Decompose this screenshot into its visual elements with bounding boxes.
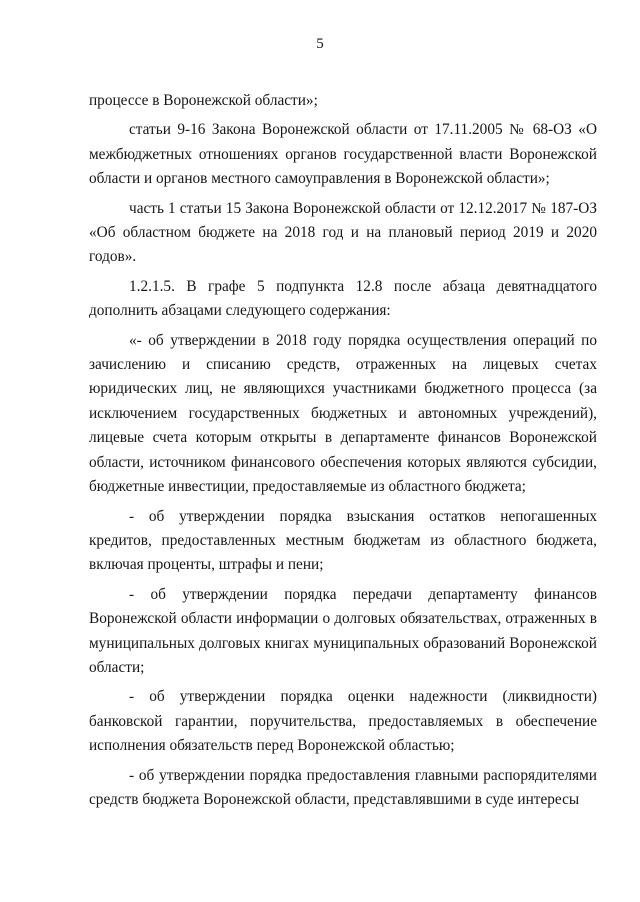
paragraph-budget-law: часть 1 статьи 15 Закона Воронежской области от 12.12.2017 № 187-ОЗ «Об областном бюджете на 2018 год и на плановый период 2019 и 2020 годов». bbox=[89, 199, 597, 266]
paragraph-list-item: - об утверждении порядка взыскания остатков непогашенных кредитов, предоставленных местным бюджетам из областного бюджета, включая проценты, штрафы и пени; bbox=[89, 507, 597, 574]
paragraph-law-articles: статьи 9-16 Закона Воронежской области от 17.11.2005 № 68-ОЗ «О межбюджетных отношениях органов государственной власти Воронежской области и органов местного самоуправления в Воронежской области»; bbox=[89, 121, 597, 188]
page-number: 5 bbox=[316, 36, 324, 52]
paragraph-continuation: процессе в Воронежской области»; bbox=[89, 92, 318, 109]
document-body bbox=[89, 89, 597, 812]
paragraph-list-item: - об утверждении порядка предоставления главными распорядителями средств бюджета Воронежской области, представлявшими в суде интересы bbox=[89, 766, 597, 808]
paragraph-list-item: - об утверждении порядка оценки надежности (ликвидности) банковской гарантии, поручительства, предоставляемых в обеспечение исполнения обязательств перед Воронежской областью; bbox=[89, 688, 597, 755]
paragraph-amendment-clause: 1.2.1.5. В графе 5 подпункта 12.8 после абзаца девятнадцатого дополнить абзацами следующего содержания: bbox=[89, 277, 597, 320]
paragraph-list-item: «- об утверждении в 2018 году порядка осуществления операций по зачислению и списанию средств, отраженных на лицевых счетах юридических лиц, не являющихся участниками бюджетного процесса (за исключением государственных бюджетных и автономных учреждений), лицевые счета которым открыты в департаменте финансов Воронежской области, источником финансового обеспечения которых являются субсидии, бюджетные инвестиции, предоставляемые из областного бюджета; bbox=[89, 331, 597, 496]
paragraph-list-item: - об утверждении порядка передачи департаменту финансов Воронежской области информации о долговых обязательствах, отраженных в муниципальных долговых книгах муниципальных образований Воронежской области; bbox=[89, 585, 597, 676]
